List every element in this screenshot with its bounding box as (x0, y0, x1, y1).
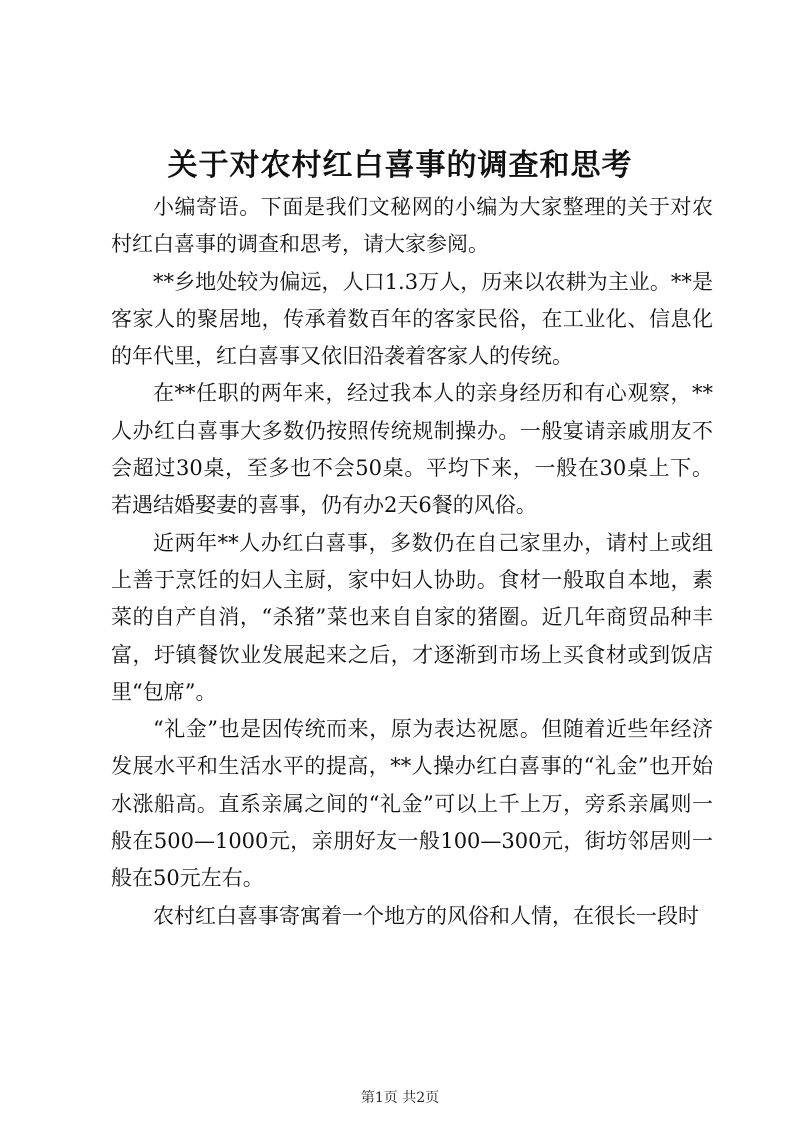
paragraph-observation: 在**任职的两年来，经过我本人的亲身经历和有心观察，**人办红白喜事大多数仍按照传统规制操办。一般宴请亲戚朋友不会超过30桌，至多也不会50桌。平均下来，一般在30桌上下。若遇结婚娶妻的喜事，仍有办2天6餐的风俗。 (111, 381, 713, 518)
paragraph-custom: 农村红白喜事寄寓着一个地方的风俗和人情，在很长一段时 (153, 903, 699, 928)
paragraph-location: **乡地处较为偏远，人口1.3万人，历来以农耕为主业。**是客家人的聚居地，传承着数百年的客家民俗，在工业化、信息化的年代里，红白喜事又依旧沿袭着客家人的传统。 (111, 269, 713, 369)
document-body (111, 189, 713, 935)
document-title: 关于对农村红白喜事的调查和思考 (167, 148, 633, 183)
paragraph-banquet: 近两年**人办红白喜事，多数仍在自己家里办，请村上或组上善于烹饪的妇人主厨，家中妇人协助。食材一般取自本地，素菜的自产自消，“杀猪”菜也来自自家的猪圈。近几年商贸品种丰富，圩镇餐饮业发展起来之后，才逐渐到市场上买食材或到饭店里“包席”。 (111, 530, 713, 704)
paragraph-gift-money: “礼金”也是因传统而来，原为表达祝愿。但随着近些年经济发展水平和生活水平的提高，**人操办红白喜事的“礼金”也开始水涨船高。直系亲属之间的“礼金”可以上千上万，旁系亲属则一般在500—1000元，亲朋好友一般100—300元，街坊邻居则一般在50元左右。 (111, 717, 713, 891)
paragraph-intro: 小编寄语。下面是我们文秘网的小编为大家整理的关于对农村红白喜事的调查和思考，请大家参阅。 (111, 195, 713, 257)
page-number: 第1页 共2页 (360, 1090, 440, 1106)
